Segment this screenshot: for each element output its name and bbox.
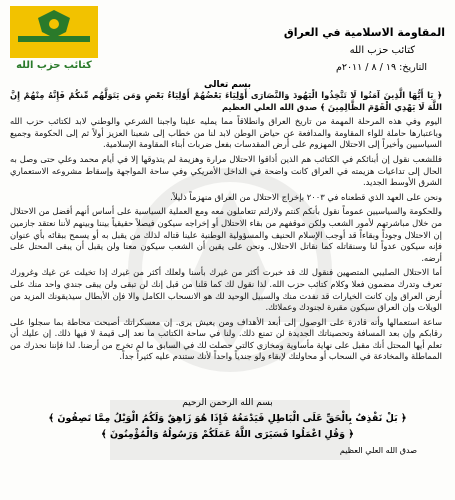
statement-body — [10, 90, 442, 366]
closing-verse-1: ﴿ بَلْ نَقْذِفُ بِالْحَقِّ عَلَى الْبَاطِلِ فَيَدْمَغُهُ فَإِذَا هُوَ زَاهِقٌ وَلَكُمُ الْوَيْلُ مِمَّا تَصِفُونَ ﴾ — [48, 413, 407, 424]
paragraph: أما الاحتلال الصليبي المتصهين فنقول لك قد خبرت أكثر من غيرك بأسنا ولعلك أكثر من غيرك إذا تخيلت عن غيك وغرورك تعرف وتدرك مضمون فعلا وكلام كتائب حزب الله. لذا نقول لك كما قلنا من قبل إنك لن تبقى ولن يبقى جندي واحد منك على أرض العراق وإن كانت الخيارات قد نفدت منك والسبيل الوحيد لك هو الانسحاب الكامل والا فإن الأبطال سيذيقونك المزيد من الويلات وإن العراق سيكون مقبرة لجنودك وعملائك. — [10, 267, 442, 313]
opening-verse: ﴿ يَا أَيُّهَا الَّذِينَ آمَنُوا لَا تَتَّخِذُوا الْيَهُودَ وَالنَّصَارَى أَوْلِيَاءَ بَعْضُهُمْ أَوْلِيَاءُ بَعْضٍ وَمَن يَتَوَلَّهُم مِّنكُمْ فَإِنَّهُ مِنْهُمْ إِنَّ اللَّهَ لَا يَهْدِي الْقَوْمَ الظَّالِمِينَ ﴾ صدق الله العلي العظيم — [10, 90, 442, 112]
opening-invocation: بسم تعالى — [203, 80, 252, 90]
paragraph: فللشعب نقول إن أبنائكم في الكتائب هم الذين أذاقوا الاحتلال مرارة وهزيمة لم يتذوقها إلا في أيام محمد وعلي حتى وصل به الحال إلى تداعيات هزيمته في العراق كانت واضحة في الداخل الأمريكي وفي ساحة المواجهة وإسقاط مشروعه الاستعماري الشرق الأوسط الجديد. — [10, 153, 442, 188]
date-line: التاريخ: ١٩ / ٨ / ٢٠١١م — [335, 62, 427, 73]
closing-basmala: بسم الله الرحمن الرحيم — [182, 398, 273, 408]
closing-section — [0, 398, 455, 455]
organization-subtitle: كتائب حزب الله — [349, 45, 415, 56]
organization-name: المقاومة الاسلامية في العراق — [283, 26, 445, 39]
paragraph: وللحكومة والسياسيين عموماً نقول بأنكم كنتم ولازلتم تتعاملون معه ومع العملية السياسية على أساس أنهم أفضل من الاحتلال من خلال مباشرتهم لأمور الشعب ولكن موقفهم من بقاء الاحتلال أو إخراجه سيكون فيصلاً حقيقياً بيننا وبينهم لأننا نعتقد جازمين إن الاحتلال وجوداً وبقاءاً قد أوجب الإسلام الحنيف والمسؤولية الوطنية علينا قتاله لذلك من يقبل به أو يسمح ببقائه بأي عنوان فإنه سيكون عدواً لنا وسنقاتله كما نقاتل الاحتلال. ونحن على يقين أن الشعب سيكون معنا ولن يقبل أن يبقى المحتل على أرضه. — [10, 206, 442, 263]
paragraph: ونحن على العهد الذي قطعناه في ٢٠٠٣ بإخراج الاحتلال من العراق منهزماً ذليلاً. — [170, 191, 442, 202]
date-value: ١٩ / ٨ / ٢٠١١م — [335, 62, 397, 73]
closing-verse-2: ﴿ وَقُلِ اعْمَلُوا فَسَيَرَى اللَّهُ عَمَلَكُمْ وَرَسُولُهُ وَالْمُؤْمِنُونَ ﴾ — [101, 429, 354, 440]
date-label: التاريخ — [402, 62, 427, 73]
paragraph: ساعة استعمالها وأنه قادرة على الوصول إلى أبعد الأهداف ومن يعيش يرى. إن معسكراتك أصبحت محاطة بما سجلوا على رقابكم وإن بعد المسافة وتحصيناتك الجديدة لن تمنع ذلك. ولنا في ساحة الكتائب ما نعد إلى قيمة لا فيها ذلك. إن عليك أن تعلم أيها المحتل أنك مقبل على نهاية مأساوية ومخازي كالتي حصلت لك في السابق ما لم تخرج من أرضنا. لذا فإننا نحذرك من المماطلة والمخادعة في السحاب أو محاولتك لإبقاء ولو جندياً واحداً لأنك ستندم عليه كثيراً جداً. — [10, 316, 442, 362]
logo-caption: كتائب حزب الله — [16, 60, 92, 71]
closing-sadaq: صدق الله العلي العظيم — [339, 446, 417, 455]
paragraph: اليوم وفي هذه المرحلة المهمة من تاريخ العراق وانطلاقاً مما يمليه علينا واجبنا الشرعي والوطني لابد لكتائب حزب الله وباعتبارها حاملة للواء المقاومة والمدافعة عن حياض الوطن لابد لنا من خطاب إلى شعبنا العزيز أولاً ثم إلى الحكومة وجميع السياسيين وأخيراً إلى الاحتلال المهزوم على أرض المقدسات بفعل ضربات أبناء المقاومة الإسلامية. — [10, 116, 442, 150]
letterhead — [245, 26, 445, 73]
